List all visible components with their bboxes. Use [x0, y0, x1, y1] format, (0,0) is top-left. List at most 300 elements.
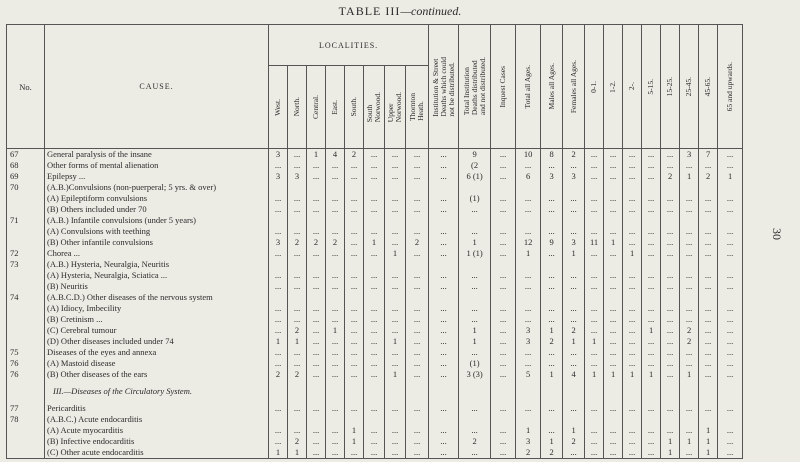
cause-label: (B) Other diseases of the ears [45, 369, 269, 380]
table-cell: ... [406, 325, 429, 336]
table-cell: 7 [699, 149, 718, 161]
table-cell [459, 182, 491, 193]
table-cell: ... [604, 303, 623, 314]
table-cell: ... [516, 358, 541, 369]
row-number: 71 [7, 215, 45, 226]
table-cell: ... [680, 193, 699, 204]
table-cell: ... [699, 358, 718, 369]
table-cell: ... [491, 325, 516, 336]
header-age-1-2: 1-2. [604, 25, 623, 149]
table-cell: 1 [516, 425, 541, 436]
table-cell: ... [642, 281, 661, 292]
table-cell: ... [345, 160, 364, 171]
table-cell: ... [491, 171, 516, 182]
table-cell: ... [699, 314, 718, 325]
table-row [7, 270, 743, 281]
table-cell: ... [585, 358, 604, 369]
table-cell [699, 292, 718, 303]
table-cell: ... [491, 226, 516, 237]
table-cell: ... [364, 281, 385, 292]
table-cell: ... [326, 281, 345, 292]
table-cell: ... [661, 226, 680, 237]
row-number [7, 436, 45, 447]
table-cell: ... [623, 303, 642, 314]
table-cell: ... [364, 149, 385, 161]
table-cell: ... [604, 281, 623, 292]
cause-label: (C) Cerebral tumour [45, 325, 269, 336]
table-cell: ... [585, 204, 604, 215]
table-cell [699, 182, 718, 193]
table-cell: ... [459, 303, 491, 314]
table-cell: ... [288, 160, 307, 171]
table-cell: ... [718, 336, 743, 347]
row-number [7, 325, 45, 336]
table-cell: ... [385, 237, 406, 248]
table-cell [604, 259, 623, 270]
table-cell: ... [541, 303, 563, 314]
table-cell: ... [516, 347, 541, 358]
cause-label: (A.B.C.D.) Other diseases of the nervous system [45, 292, 269, 303]
table-cell: 3 [516, 336, 541, 347]
table-cell: ... [585, 270, 604, 281]
table-cell: ... [288, 347, 307, 358]
table-cell: ... [718, 248, 743, 259]
table-cell: ... [429, 403, 459, 414]
table-cell: ... [718, 403, 743, 414]
table-cell [680, 182, 699, 193]
table-cell: ... [585, 193, 604, 204]
table-cell [585, 182, 604, 193]
table-cell: ... [288, 403, 307, 414]
table-cell: ... [345, 447, 364, 459]
table-cell [604, 414, 623, 425]
table-cell: ... [623, 270, 642, 281]
table-cell: ... [459, 403, 491, 414]
table-cell: ... [642, 447, 661, 459]
table-cell: ... [718, 303, 743, 314]
cause-label: (B) Neuritis [45, 281, 269, 292]
header-institution-street: Institution & Street Deaths which could not be distributed. [429, 25, 459, 149]
table-cell: ... [491, 237, 516, 248]
table-cell: ... [563, 403, 585, 414]
table-cell: 1 [269, 447, 288, 459]
row-number: 75 [7, 347, 45, 358]
table-cell: ... [288, 248, 307, 259]
table-cell: ... [406, 403, 429, 414]
table-cell: ... [385, 303, 406, 314]
table-cell [364, 414, 385, 425]
table-cell [326, 259, 345, 270]
table-cell [623, 215, 642, 226]
table-cell: ... [326, 369, 345, 380]
header-upper-norwood: Upper Norwood. [385, 66, 406, 149]
table-cell: 2 [563, 149, 585, 161]
row-number: 76 [7, 369, 45, 380]
table-cell [604, 215, 623, 226]
table-cell: 12 [516, 237, 541, 248]
table-cell: ... [429, 281, 459, 292]
table-cell: ... [642, 436, 661, 447]
table-cell: (1) [459, 193, 491, 204]
table-cell: ... [406, 171, 429, 182]
table-cell [699, 215, 718, 226]
row-number [7, 314, 45, 325]
table-cell: ... [661, 149, 680, 161]
table-cell: ... [406, 336, 429, 347]
table-cell [491, 215, 516, 226]
page-title [0, 4, 800, 19]
table-cell: ... [326, 193, 345, 204]
table-cell [718, 215, 743, 226]
table-cell: 1 [288, 447, 307, 459]
table-cell: ... [718, 193, 743, 204]
table-cell: ... [604, 160, 623, 171]
table-cell [563, 259, 585, 270]
table-cell: 1 [541, 436, 563, 447]
table-row [7, 314, 743, 325]
table-cell [429, 259, 459, 270]
table-cell: 1 [585, 369, 604, 380]
table-cell: 3 [269, 171, 288, 182]
table-cell: ... [563, 347, 585, 358]
table-cell: ... [516, 270, 541, 281]
table-cell: ... [364, 248, 385, 259]
table-cell: ... [307, 347, 326, 358]
table-cell: 2 [516, 447, 541, 459]
table-cell [680, 292, 699, 303]
table-cell [288, 292, 307, 303]
row-number [7, 336, 45, 347]
table-cell: ... [585, 447, 604, 459]
table-row [7, 215, 743, 226]
table-cell: 5 [516, 369, 541, 380]
table-cell: 3 [563, 237, 585, 248]
table-row [7, 281, 743, 292]
table-cell: 2 [288, 237, 307, 248]
table-cell [459, 259, 491, 270]
table-cell: 1 [661, 447, 680, 459]
header-east: East. [326, 66, 345, 149]
table-cell: ... [326, 204, 345, 215]
table-cell: ... [642, 403, 661, 414]
table-cell: ... [326, 226, 345, 237]
table-cell: ... [491, 281, 516, 292]
table-cell: ... [680, 347, 699, 358]
cause-label: (B) Other infantile convulsions [45, 237, 269, 248]
table-cell: 3 [541, 171, 563, 182]
table-cell: ... [345, 171, 364, 182]
table-cell: 3 [680, 149, 699, 161]
table-cell: ... [269, 193, 288, 204]
table-cell: ... [364, 436, 385, 447]
table-cell: ... [563, 447, 585, 459]
table-cell: ... [623, 149, 642, 161]
table-cell [429, 292, 459, 303]
table-cell: ... [406, 447, 429, 459]
table-cell: ... [680, 403, 699, 414]
table-cell: 1 [459, 325, 491, 336]
table-cell: ... [345, 237, 364, 248]
table-cell [406, 292, 429, 303]
table-cell: 2 [288, 325, 307, 336]
row-number [7, 447, 45, 459]
table-cell [406, 414, 429, 425]
table-cell: ... [307, 403, 326, 414]
table-cell [604, 182, 623, 193]
table-cell: ... [307, 193, 326, 204]
table-cell: ... [661, 237, 680, 248]
table-cell: ... [307, 248, 326, 259]
cause-label: (A) Convulsions with teething [45, 226, 269, 237]
table-cell [642, 259, 661, 270]
header-localities: LOCALITIES. [269, 25, 429, 66]
table-cell: ... [406, 314, 429, 325]
table-cell: ... [585, 281, 604, 292]
table-cell: 2 [288, 369, 307, 380]
table-cell: ... [429, 149, 459, 161]
header-south: South. [345, 66, 364, 149]
table-cell: ... [585, 226, 604, 237]
table-cell [680, 259, 699, 270]
table-cell: ... [516, 193, 541, 204]
header-age-25-45: 25-45. [680, 25, 699, 149]
table-cell: 1 (1) [459, 248, 491, 259]
table-cell: 2 [680, 336, 699, 347]
table-cell: ... [406, 425, 429, 436]
table-cell: ... [326, 160, 345, 171]
table-cell: ... [269, 204, 288, 215]
table-cell: ... [269, 303, 288, 314]
table-cell: ... [345, 336, 364, 347]
table-cell: ... [642, 336, 661, 347]
table-cell: ... [563, 204, 585, 215]
table-cell: 1 [699, 425, 718, 436]
table-cell: ... [491, 160, 516, 171]
table-cell: ... [269, 160, 288, 171]
table-cell: ... [661, 358, 680, 369]
row-number [7, 425, 45, 436]
table-row [7, 347, 743, 358]
table-cell: ... [385, 325, 406, 336]
table-cell: ... [563, 193, 585, 204]
cause-label: (A) Acute myocarditis [45, 425, 269, 436]
table-cell: 1 [623, 369, 642, 380]
table-cell [680, 215, 699, 226]
table-cell [269, 215, 288, 226]
table-cell: ... [288, 270, 307, 281]
table-cell: ... [541, 403, 563, 414]
table-cell: ... [385, 270, 406, 281]
table-cell [718, 182, 743, 193]
table-cell: ... [406, 160, 429, 171]
table-cell: ... [385, 171, 406, 182]
table-cell: ... [642, 347, 661, 358]
table-cell: ... [661, 204, 680, 215]
table-cell: 1 [699, 436, 718, 447]
table-cell: ... [604, 248, 623, 259]
table-cell: ... [516, 160, 541, 171]
table-cell [585, 259, 604, 270]
table-cell [491, 182, 516, 193]
table-cell: ... [307, 436, 326, 447]
table-cell: ... [563, 303, 585, 314]
table-cell: 1 [642, 325, 661, 336]
cause-label: (A) Idiocy, Imbecility [45, 303, 269, 314]
table-row [7, 182, 743, 193]
table-cell: ... [585, 171, 604, 182]
table-cell [516, 292, 541, 303]
table-cell: ... [718, 281, 743, 292]
table-cell [364, 259, 385, 270]
table-cell: ... [459, 281, 491, 292]
table-cell [585, 215, 604, 226]
table-row [7, 149, 743, 161]
table-cell: ... [541, 314, 563, 325]
table-cell [491, 292, 516, 303]
table-cell: ... [516, 303, 541, 314]
table-cell: ... [661, 336, 680, 347]
table-cell: ... [680, 248, 699, 259]
table-cell: ... [307, 303, 326, 314]
table-cell [269, 414, 288, 425]
table-cell: ... [623, 171, 642, 182]
table-cell: ... [288, 149, 307, 161]
table-cell: ... [364, 314, 385, 325]
table-cell: ... [541, 358, 563, 369]
table-cell: 1 [307, 149, 326, 161]
table-cell [642, 215, 661, 226]
table-cell: ... [345, 358, 364, 369]
table-cell: ... [491, 270, 516, 281]
table-cell: 1 [516, 248, 541, 259]
table-cell: ... [429, 193, 459, 204]
table-cell: ... [364, 325, 385, 336]
table-cell: ... [680, 447, 699, 459]
table-cell: ... [307, 160, 326, 171]
table-cell: ... [459, 314, 491, 325]
table-cell [516, 259, 541, 270]
table-cell: ... [604, 403, 623, 414]
table-cell [364, 292, 385, 303]
table-cell: ... [269, 425, 288, 436]
table-cell [623, 182, 642, 193]
table-cell: ... [269, 358, 288, 369]
table-cell: 3 [269, 149, 288, 161]
table-cell: ... [661, 248, 680, 259]
cause-label: (C) Other acute endocarditis [45, 447, 269, 459]
table-cell [541, 215, 563, 226]
table-header [7, 25, 743, 149]
table-cell: ... [516, 281, 541, 292]
table-cell: ... [541, 204, 563, 215]
table-cell: ... [429, 248, 459, 259]
table-cell: ... [269, 226, 288, 237]
row-number [7, 204, 45, 215]
table-cell [623, 259, 642, 270]
table-row [7, 436, 743, 447]
table-cell: ... [307, 281, 326, 292]
table-cell: ... [718, 314, 743, 325]
table-cell [661, 182, 680, 193]
table-cell: ... [680, 281, 699, 292]
table-cell: ... [429, 171, 459, 182]
table-cell: ... [604, 149, 623, 161]
header-age-5-15: 5-15. [642, 25, 661, 149]
table-cell: ... [699, 303, 718, 314]
table-cell: ... [269, 403, 288, 414]
table-cell: ... [364, 270, 385, 281]
table-row [7, 226, 743, 237]
table-cell: ... [288, 193, 307, 204]
table-cell: ... [585, 160, 604, 171]
table-cell: 6 (1) [459, 171, 491, 182]
table-cell: ... [385, 436, 406, 447]
table-cell: ... [642, 160, 661, 171]
table-cell: ... [385, 149, 406, 161]
table-cell: 3 [516, 436, 541, 447]
table-cell: 6 [516, 171, 541, 182]
table-cell: ... [491, 204, 516, 215]
table-cell: ... [604, 226, 623, 237]
table-cell: ... [345, 403, 364, 414]
table-cell: ... [642, 237, 661, 248]
table-cell: ... [585, 425, 604, 436]
table-cell: 1 [718, 171, 743, 182]
table-cell: 2 [326, 237, 345, 248]
table-cell [661, 414, 680, 425]
table-row [7, 403, 743, 414]
table-cell: ... [459, 270, 491, 281]
table-cell: ... [459, 347, 491, 358]
table-cell [680, 414, 699, 425]
cause-label: (A.B.) Infantile convulsions (under 5 years) [45, 215, 269, 226]
table-row [7, 336, 743, 347]
table-cell: 9 [459, 149, 491, 161]
header-females: Females all Ages. [563, 25, 585, 149]
table-cell: ... [642, 226, 661, 237]
table-cell: ... [661, 160, 680, 171]
table-cell: 2 [288, 436, 307, 447]
row-number: 67 [7, 149, 45, 161]
table-cell: 9 [541, 237, 563, 248]
table-cell: ... [623, 193, 642, 204]
table-cell: 1 [364, 237, 385, 248]
table-cell: 2 [269, 369, 288, 380]
table-cell: ... [459, 447, 491, 459]
table-cell: ... [406, 358, 429, 369]
table-cell: ... [491, 436, 516, 447]
table-cell: 3 (3) [459, 369, 491, 380]
table-cell: ... [429, 425, 459, 436]
table-cell: ... [680, 303, 699, 314]
cause-label: Chorea ... [45, 248, 269, 259]
table-cell: ... [326, 358, 345, 369]
table-cell [661, 259, 680, 270]
table-cell: ... [623, 347, 642, 358]
header-age-0-1: 0-1. [585, 25, 604, 149]
table-cell: ... [718, 369, 743, 380]
table-cell: ... [661, 369, 680, 380]
table-cell: ... [307, 447, 326, 459]
table-cell [699, 259, 718, 270]
table-cell: ... [541, 281, 563, 292]
table-cell: 3 [269, 237, 288, 248]
table-cell: ... [623, 425, 642, 436]
table-cell: ... [326, 436, 345, 447]
table-cell [326, 414, 345, 425]
table-cell: ... [459, 226, 491, 237]
table-cell: ... [429, 336, 459, 347]
